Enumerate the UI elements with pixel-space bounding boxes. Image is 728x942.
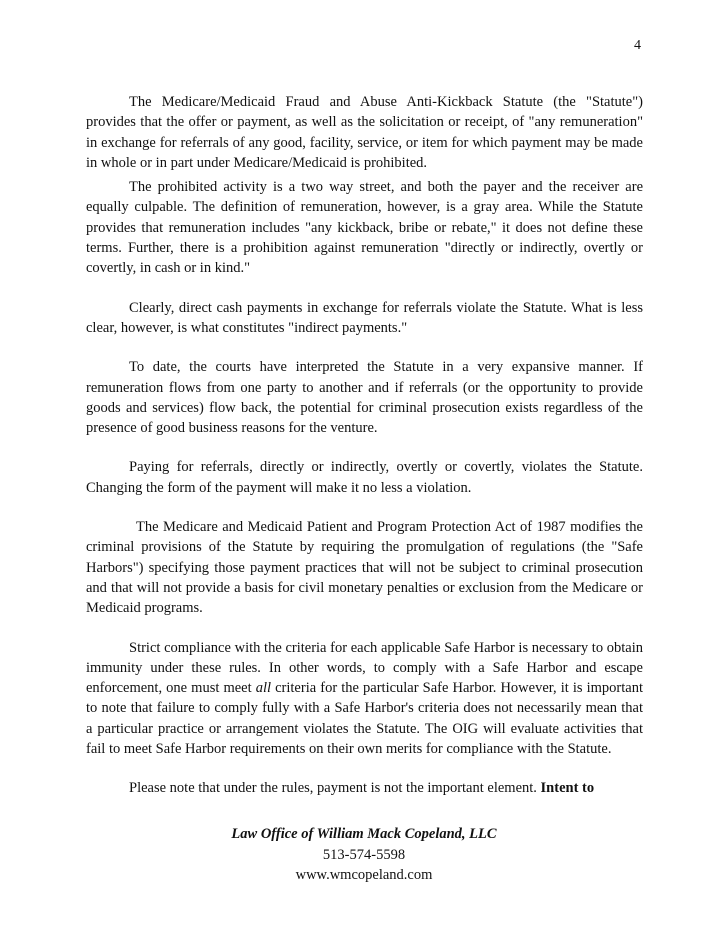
document-body — [86, 92, 643, 799]
emphasis-all: all — [255, 680, 272, 697]
paragraph-text-end: criteria for the particular Safe Harbor. However, it is important to note that failure to comply fully with a Safe Harbor's criteria does not necessarily mean that a particular practice or arrangement violates the Statute. The OIG will evaluate activities that fail to meet Safe Harbor requirements on their own merits for compliance with the Statute. — [86, 680, 643, 758]
footer-phone: 513-574-5598 — [322, 846, 406, 863]
footer — [0, 824, 728, 886]
footer-firm-name: Law Office of William Mack Copeland, LLC — [231, 826, 497, 842]
footer-website: www.wmcopeland.com — [295, 867, 433, 883]
paragraph-text-start: Strict compliance with the criteria for each applicable Safe Harbor is necessary to obtain immunity under these rules. In other words, to comply with a Safe Harbor and escape enforcement, one must meet — [86, 639, 643, 697]
paragraph-intent — [86, 778, 643, 798]
paragraph-prohibited-activity: The prohibited activity is a two way street, and both the payer and the receiver are equally culpable. The definition of remuneration, however, is a gray area. While the Statute provides that remuneration includes "any kickback, bribe or rebate," it does not define these terms. Further, there is a prohibition against remuneration "directly or indirectly, overtly or covertly, in cash or in kind." — [86, 179, 643, 277]
bold-intent-to: Intent to — [540, 780, 595, 797]
paragraph-protection-act: The Medicare and Medicaid Patient and Program Protection Act of 1987 modifies the criminal provisions of the Statute by requiring the promulgation of regulations (the "Safe Harbors") specifying those payment practices that will not be subject to criminal prosecution and that will not provide a basis for civil monetary penalties or exclusion from the Medicare or Medicaid programs. — [86, 519, 643, 617]
paragraph-court-interpretation: To date, the courts have interpreted the Statute in a very expansive manner. If remuneration flows from one party to another and if referrals (or the opportunity to provide goods and services) flow back, the potential for criminal prosecution exists regardless of the presence of good business reasons for the venture. — [86, 359, 643, 437]
paragraph-safe-harbor-compliance — [86, 638, 643, 760]
paragraph-anti-kickback-statute: The Medicare/Medicaid Fraud and Abuse Anti-Kickback Statute (the "Statute") provides that the offer or payment, as well as the solicitation or receipt, of "any remuneration" in exchange for referrals of any good, facility, service, or item for which payment may be made in whole or in part under Medicare/Medicaid is prohibited. — [86, 94, 643, 171]
paragraph-direct-payments: Clearly, direct cash payments in exchange for referrals violate the Statute. What is less clear, however, is what constitutes "indirect payments." — [86, 299, 643, 336]
page-number: 4 — [634, 38, 641, 53]
paragraph-text: Please note that under the rules, payment is not the important element. — [129, 780, 541, 797]
paragraph-paying-for-referrals: Paying for referrals, directly or indirectly, overtly or covertly, violates the Statute. Changing the form of the payment will make it no less a violation. — [86, 459, 643, 496]
